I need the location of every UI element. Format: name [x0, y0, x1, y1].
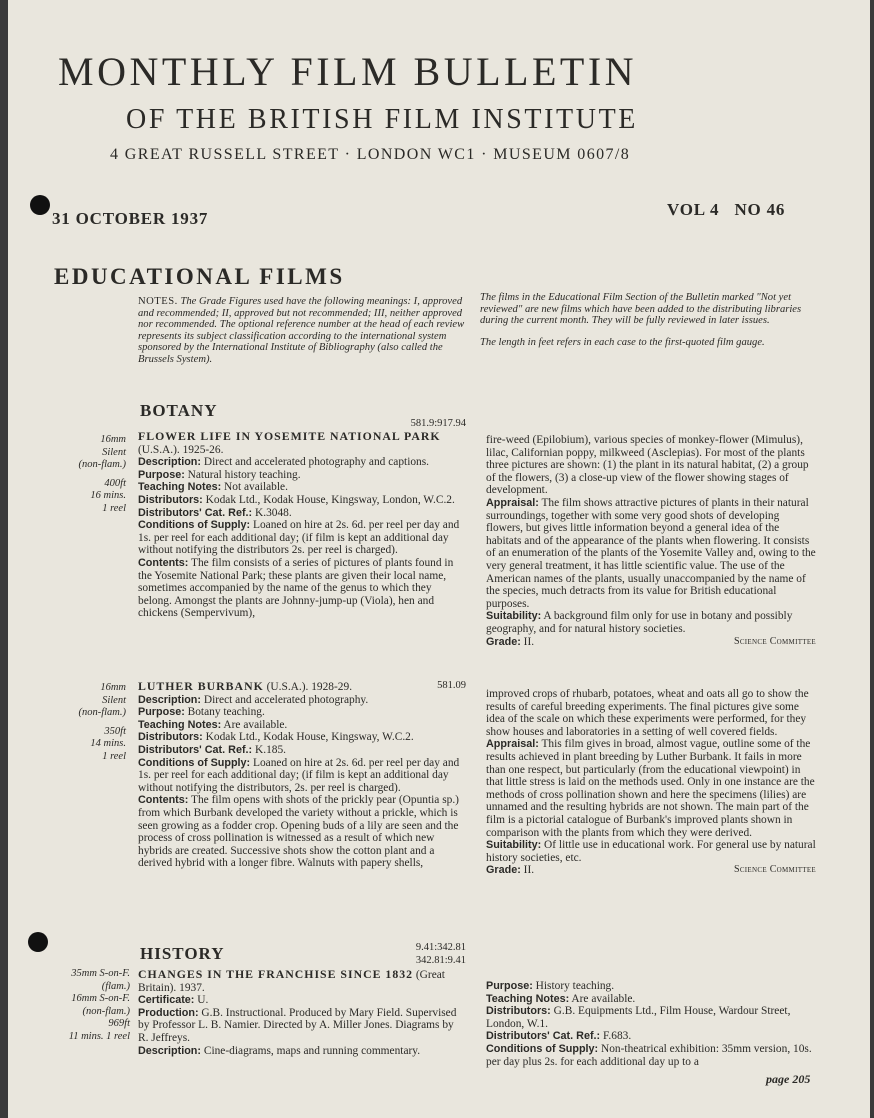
notes-right-p1: The films in the Educational Film Section of the Bulletin marked "Not yet reviewed" are new films which have been added to the distributing libraries during the current month. They will be fully reviewed in later issues.: [480, 292, 802, 327]
film1-purpose-label: Purpose:: [138, 468, 185, 481]
film2-catref-label: Distributors' Cat. Ref.:: [138, 743, 253, 756]
film2-contents-cont: improved crops of rhubarb, potatoes, wheat and oats all go to show the results of careful breeding experiments. The final pictures give some idea of the scale on which these experiments were performed, for they show houses and laboratories in a setting of well covered fields.: [486, 688, 809, 738]
film2-title: LUTHER BURBANK: [138, 679, 264, 693]
history-teaching: Are available.: [569, 992, 636, 1005]
film2-format: [48, 682, 126, 763]
film2-contents: The film opens with shots of the prickly pear (Opuntia sp.) from which Burbank developed the variety without a prickle, which is seen growing as a fodder crop. Opening buds of a lily are seen and the process of cross pollination is witnessed as a result of which new hybrids are created. Successive shots show the cotton plant and a derived hybrid with a longer fibre. Walnuts with papery shells,: [138, 794, 459, 870]
film2-supply-label: Conditions of Supply:: [138, 756, 251, 769]
masthead-title: MONTHLY FILM BULLETIN: [58, 49, 638, 94]
film1-contents-cont: fire-weed (Epilobium), various species of monkey-flower (Mimulus), lilac, Californian poppy, milkweed (Asclepias). For most of the plants three pictures are shown: (1) the plant in its natural habitat, (2) a group of the flowers, (3) a close-up view of the flower showing stages of development.: [486, 434, 809, 497]
history-format: [38, 968, 130, 1043]
history-catref: F.683.: [600, 1030, 632, 1043]
history-description: Cine-diagrams, maps and running commentary.: [201, 1044, 421, 1057]
history-distributors: G.B. Equipments Ltd., Film House, Wardour Street, London, W.1.: [486, 1005, 791, 1030]
history-production-label: Production:: [138, 1006, 199, 1019]
history-production: G.B. Instructional. Produced by Mary Field. Supervised by Professor L. B. Namier. Directed by A. Miller Jones. Diagrams by R. Jeffreys.: [138, 1006, 457, 1044]
history-stock-35: (flam.): [101, 980, 130, 992]
history-description-label: Description:: [138, 1044, 201, 1057]
film2-description-label: Description:: [138, 693, 201, 706]
film2-length: 350ft: [104, 725, 126, 737]
film2-stock: (non-flam.): [78, 707, 126, 718]
film1-description: Direct and accelerated photography and captions.: [201, 456, 430, 469]
binder-hole-top: [30, 195, 50, 215]
film1-distributors: Kodak Ltd., Kodak House, Kingsway, London, W.C.2.: [202, 493, 455, 506]
film1-contents-label: Contents:: [138, 556, 189, 569]
notes-left-text: The Grade Figures used have the following meanings: I, approved and recommended; II, approved but not recommended; III, neither approved nor recommended. The optional reference number at the head of each review represents its subject classification according to the international system sponsored by the International Institute of Bibliography (also called the Brussels System).: [138, 296, 465, 365]
film2-gauge: 16mm: [100, 682, 126, 693]
film1-catref: K.3048.: [252, 506, 292, 519]
history-teaching-label: Teaching Notes:: [486, 992, 570, 1005]
notes-lead: NOTES.: [138, 296, 178, 307]
history-left-column: [138, 968, 466, 1057]
film2-catref: K.185.: [252, 743, 287, 756]
history-certificate: U.: [194, 994, 209, 1007]
film2-distributors: Kodak Ltd., Kodak House, Kingsway, W.C.2.: [202, 731, 414, 744]
film1-duration: 16 mins.: [90, 490, 126, 501]
film1-committee: Science Committee: [733, 635, 816, 647]
history-supply-label: Conditions of Supply:: [486, 1042, 599, 1055]
binder-hole-bottom: [28, 932, 48, 952]
film2-duration: 14 mins.: [90, 738, 126, 749]
film1-suitability-label: Suitability:: [486, 610, 542, 623]
film1-origin: (U.S.A.). 1925-26.: [138, 443, 224, 456]
film1-teaching: Not available.: [221, 481, 288, 494]
film2-ref: 581.09: [437, 680, 466, 691]
film1-left-column: [138, 430, 466, 620]
film1-reels: 1 reel: [102, 502, 126, 514]
film1-format: [48, 434, 126, 515]
history-catref-label: Distributors' Cat. Ref.:: [486, 1030, 601, 1043]
film1-grade: II.: [520, 635, 535, 648]
film1-contents: The film consists of a series of pictures of plants found in the Yosemite National Park; these plants are given their local name, sometimes accompanied by the name of the genus to which they belong. Amongst the plants are Johnny-jump-up (Viola), hen and chickens (Sempervivum),: [138, 556, 454, 620]
film1-suitability: A background film only for use in botany and possibly geography, and for natural history societies.: [486, 610, 793, 635]
film1-length: 400ft: [104, 477, 126, 489]
film2-appraisal-label: Appraisal:: [486, 738, 539, 751]
film2-teaching-label: Teaching Notes:: [138, 718, 222, 731]
film2-suitability: Of little use in educational work. For general use by natural history societies, etc.: [486, 839, 816, 864]
film1-appraisal: The film shows attractive pictures of plants in their natural surroundings, together with some very good shots of developing flowers, but gives little information beyond a general idea of the habitats and of the appearance of the plants when flowering. It consists of an enumeration of the plants of the Yosemite Valley and, owing to the very general treatment, it has little scientific value. The use of the American names of the plants, usually unaccompanied by the name of the species, much detracts from its value for British educational purposes.: [486, 496, 816, 610]
bulletin-page: [8, 0, 870, 1118]
film1-catref-label: Distributors' Cat. Ref.:: [138, 506, 253, 519]
film1-purpose: Natural history teaching.: [184, 468, 301, 481]
film2-contents-label: Contents:: [138, 794, 189, 807]
history-distributors-label: Distributors:: [486, 1005, 551, 1018]
film1-ref: 581.9:917.94: [410, 418, 466, 429]
film1-right-column: [486, 434, 816, 648]
page-number: page 205: [766, 1072, 811, 1086]
film2-grade: II.: [520, 864, 535, 877]
film1-distributors-label: Distributors:: [138, 493, 203, 506]
section-title: EDUCATIONAL FILMS: [54, 264, 345, 289]
film2-suitability-label: Suitability:: [486, 839, 542, 852]
film1-title: FLOWER LIFE IN YOSEMITE NATIONAL PARK: [138, 429, 441, 443]
film1-stock: (non-flam.): [78, 459, 126, 470]
film2-purpose-label: Purpose:: [138, 706, 185, 719]
film2-appraisal: This film gives in broad, almost vague, outline some of the results achieved in plant breeding by Luther Burbank. It fails in more than one respect, but particularly (from the educational viewpoint) in that little stress is laid on the methods used. Only in one instance are the methods of cross pollination shown and here the specimens (lilies) are unnamed and the resulting hybrids are not shown. The main part of the film is a pictorial catalogue of Burbank's improved plants shown in comparison with the plants from which they were derived.: [486, 738, 815, 839]
film2-supply: Loaned on hire at 2s. 6d. per reel per day and 1s. per reel for each additional day; (if film is kept an additional day without notifying the distributors, 2s. per reel is charged).: [138, 756, 460, 794]
film1-supply: Loaned on hire at 2s. 6d. per reel per day and 1s. per reel for each additional day; (if film is kept an additional day without notifying the distributors 2s. per reel is charged).: [138, 519, 460, 557]
notes-right: [480, 292, 810, 348]
botany-heading: BOTANY: [140, 401, 218, 420]
history-gauge-16: 16mm S-on-F.: [71, 993, 130, 1004]
history-title: CHANGES IN THE FRANCHISE SINCE 1832: [138, 967, 414, 981]
history-length: 969ft: [108, 1018, 130, 1029]
film2-right-column: [486, 688, 816, 877]
history-right-column: [486, 980, 816, 1068]
history-certificate-label: Certificate:: [138, 994, 195, 1007]
masthead-address: 4 GREAT RUSSELL STREET · LONDON WC1 · MUSEUM 0607/8: [110, 146, 631, 163]
film2-origin: (U.S.A.). 1928-29.: [263, 681, 353, 693]
film2-grade-label: Grade:: [486, 864, 521, 877]
history-purpose-label: Purpose:: [486, 980, 533, 992]
issue-volume: VOL 4 NO 46: [667, 200, 786, 219]
film2-sound: Silent: [102, 694, 126, 706]
film2-teaching: Are available.: [221, 718, 288, 731]
film2-distributors-label: Distributors:: [138, 731, 203, 744]
history-gauge-35: 35mm S-on-F.: [71, 968, 130, 979]
film1-teaching-label: Teaching Notes:: [138, 481, 222, 494]
history-ref-2: 342.81:9.41: [415, 955, 466, 966]
film2-description: Direct and accelerated photography.: [201, 693, 369, 706]
film1-gauge: 16mm: [100, 434, 126, 445]
film2-reels: 1 reel: [102, 750, 126, 762]
history-purpose: History teaching.: [532, 980, 615, 992]
film2-left-column: [138, 680, 466, 870]
history-ref-1: 9.41:342.81: [415, 942, 466, 953]
history-origin: (Great Britain). 1937.: [138, 969, 445, 994]
history-heading: HISTORY: [140, 944, 225, 963]
film1-sound: Silent: [102, 446, 126, 458]
film1-supply-label: Conditions of Supply:: [138, 519, 251, 532]
history-duration: 11 mins. 1 reel: [68, 1030, 130, 1042]
masthead-subtitle: OF THE BRITISH FILM INSTITUTE: [126, 104, 638, 135]
notes-left: [138, 296, 465, 366]
history-stock-16: (non-flam.): [82, 1005, 130, 1017]
film2-committee: Science Committee: [733, 864, 816, 876]
film2-purpose: Botany teaching.: [184, 706, 265, 719]
notes-right-p2: The length in feet refers in each case to the first-quoted film gauge.: [480, 336, 765, 348]
history-supply: Non-theatrical exhibition: 35mm version, 10s. per day plus 2s. for each additional day up to a: [486, 1042, 812, 1068]
film1-appraisal-label: Appraisal:: [486, 496, 539, 509]
film1-grade-label: Grade:: [486, 635, 521, 648]
issue-date: 31 OCTOBER 1937: [52, 209, 209, 228]
film1-description-label: Description:: [138, 456, 201, 469]
